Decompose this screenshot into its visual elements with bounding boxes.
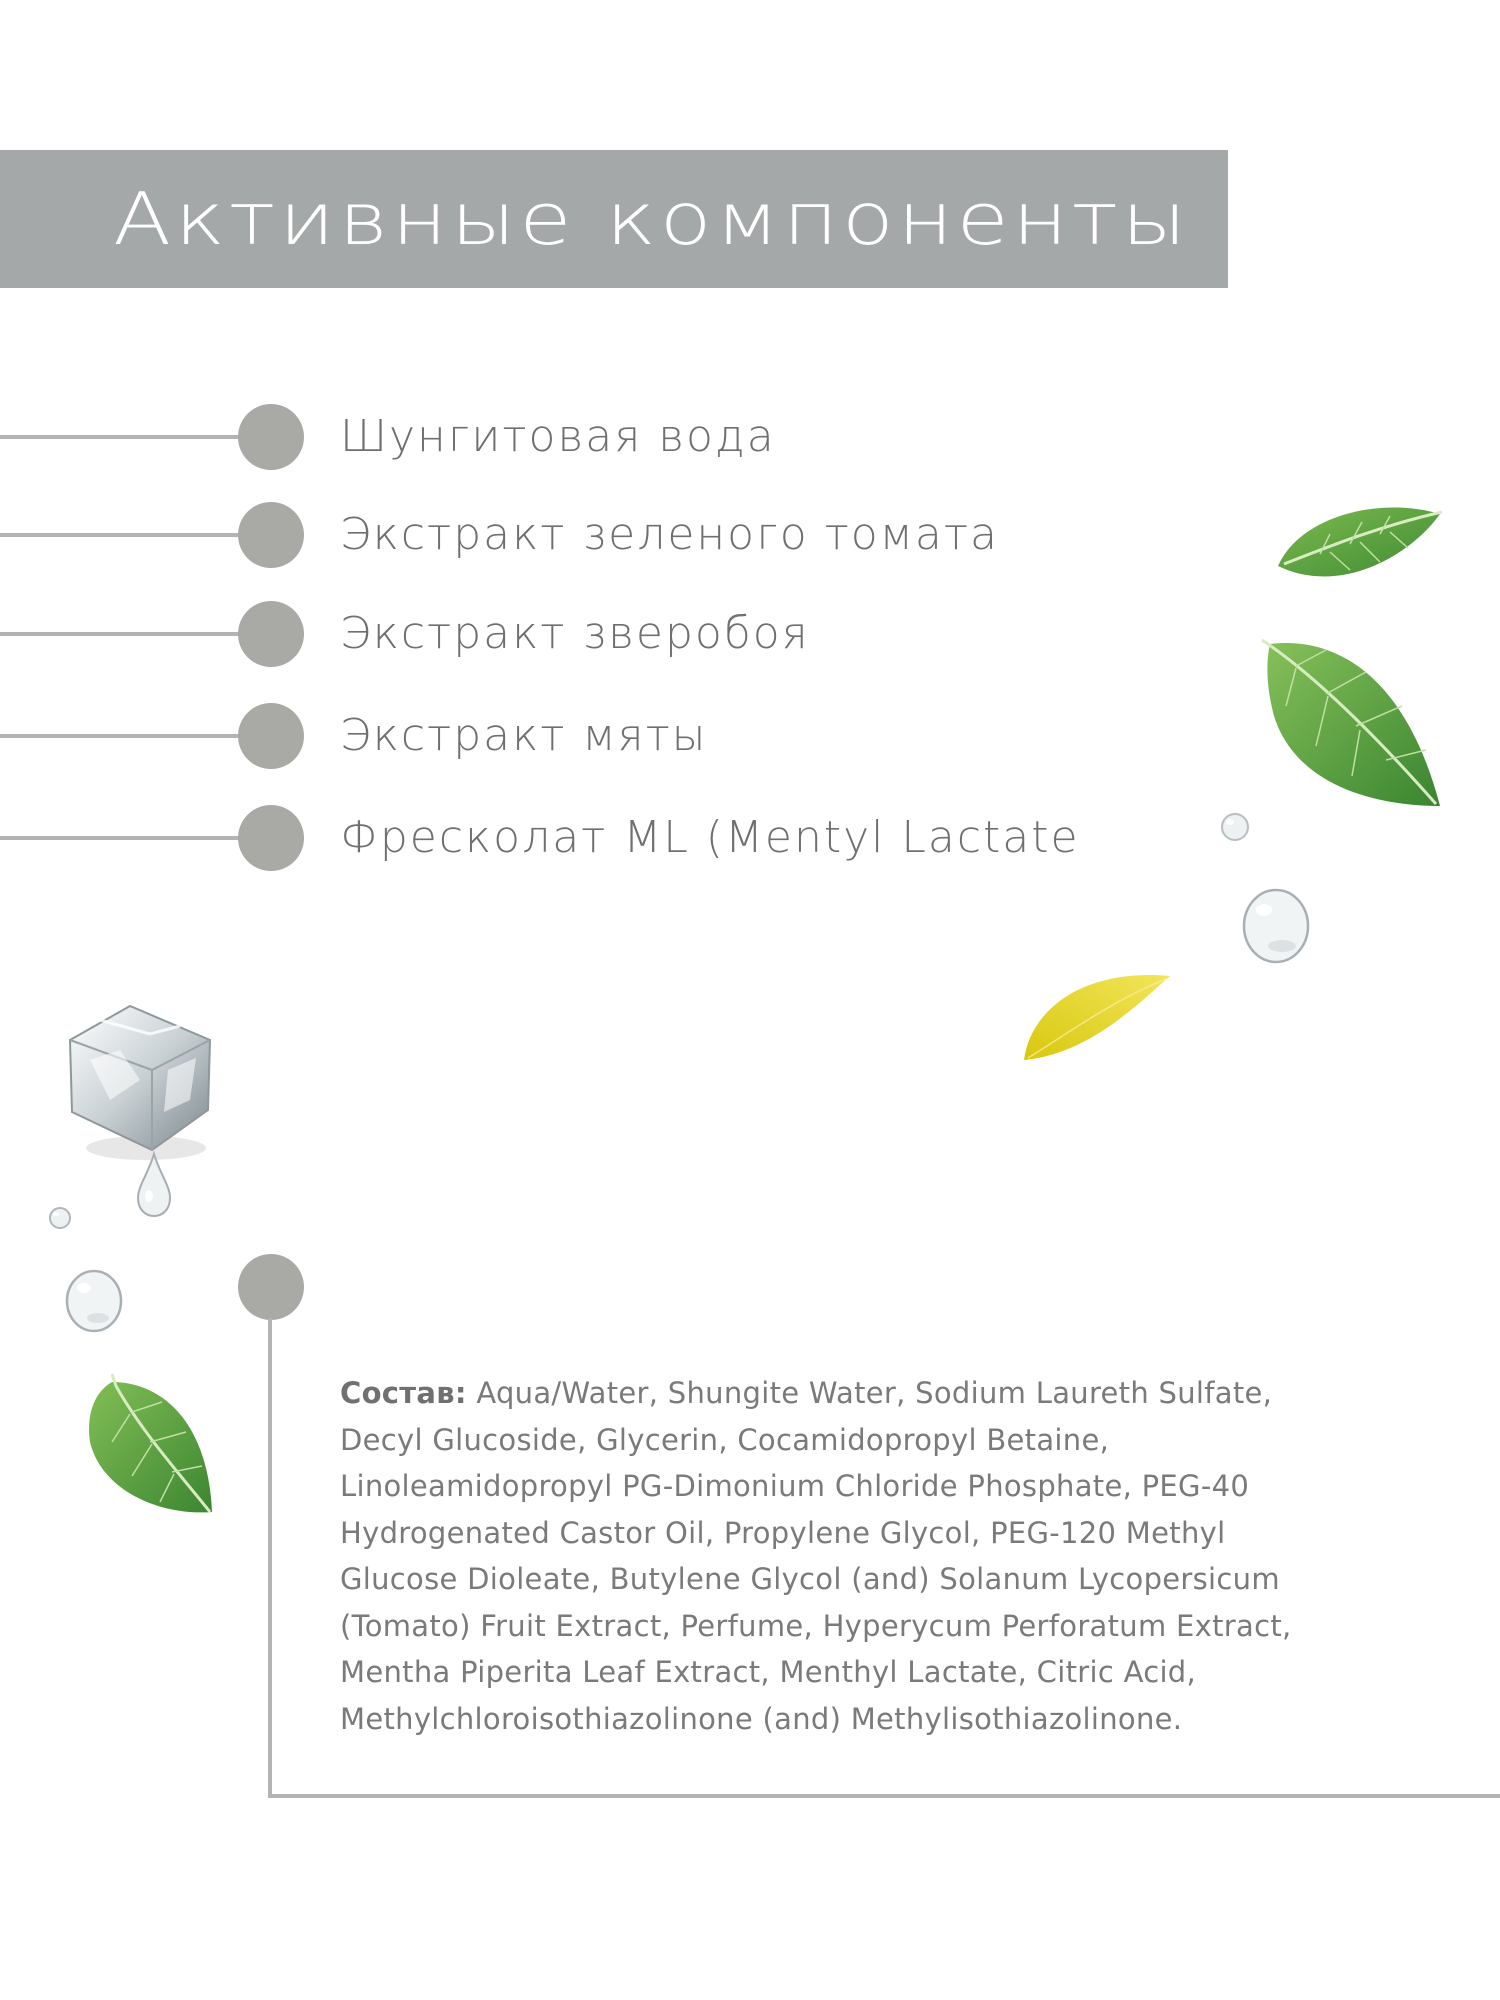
title-banner — [0, 150, 1228, 288]
ingredient-item — [0, 805, 1100, 871]
bullet-dot — [238, 703, 304, 769]
bullet-dot — [238, 404, 304, 470]
composition-text-block — [340, 1370, 1340, 1742]
ingredient-label: Фресколат ML (Mentyl Lactate — [340, 812, 1080, 863]
composition-bullet-dot — [238, 1254, 304, 1320]
mint-leaf-icon — [1270, 496, 1450, 596]
mint-leaf-icon — [1256, 636, 1446, 816]
ingredient-label: Экстракт зверобоя — [340, 608, 810, 659]
composition-horizontal-line — [268, 1794, 1500, 1798]
ingredient-item — [0, 703, 1100, 769]
connector-line — [0, 836, 240, 840]
water-drop-icon — [1238, 884, 1314, 970]
water-drop-icon — [62, 1266, 126, 1336]
connector-line — [0, 533, 240, 537]
connector-line — [0, 734, 240, 738]
water-drop-icon — [46, 1204, 74, 1232]
connector-line — [0, 632, 240, 636]
ingredient-item — [0, 601, 1100, 667]
composition-vertical-line — [268, 1318, 272, 1798]
ingredient-label: Экстракт зеленого томата — [340, 509, 999, 560]
bullet-dot — [238, 805, 304, 871]
connector-line — [0, 435, 240, 439]
ingredient-label: Экстракт мяты — [340, 710, 708, 761]
water-drop-icon — [134, 1150, 174, 1220]
mint-leaf-icon — [82, 1372, 218, 1522]
bullet-dot — [238, 502, 304, 568]
ice-cube-icon — [60, 1000, 220, 1170]
composition-label: Состав: — [340, 1376, 467, 1410]
composition-text: Aqua/Water, Shungite Water, Sodium Laureth Sulfate, Decyl Glucoside, Glycerin, Cocamidopropyl Betaine, Linoleamidopropyl PG-Dimonium Chloride Phosphate, PEG-40 Hydrogenated Castor Oil, Propylene Glycol, PEG-120 Methyl Glucose Dioleate, Butylene Glycol (and) Solanum Lycopersicum (Tomato) Fruit Extract, Perfume, Hyperycum Perforatum Extract, Mentha Piperita Leaf Extract, Menthyl Lactate, Citric Acid, Methylchloroisothiazolinone (and) Methylisothiazolinone. — [340, 1376, 1292, 1736]
yellow-petal-icon — [1020, 962, 1174, 1066]
ingredient-item — [0, 502, 1100, 568]
page-title: Активные компоненты — [113, 177, 1191, 261]
bullet-dot — [238, 601, 304, 667]
water-drop-icon — [1218, 810, 1252, 844]
ingredient-label: Шунгитовая вода — [340, 411, 776, 462]
ingredient-item — [0, 404, 1100, 470]
